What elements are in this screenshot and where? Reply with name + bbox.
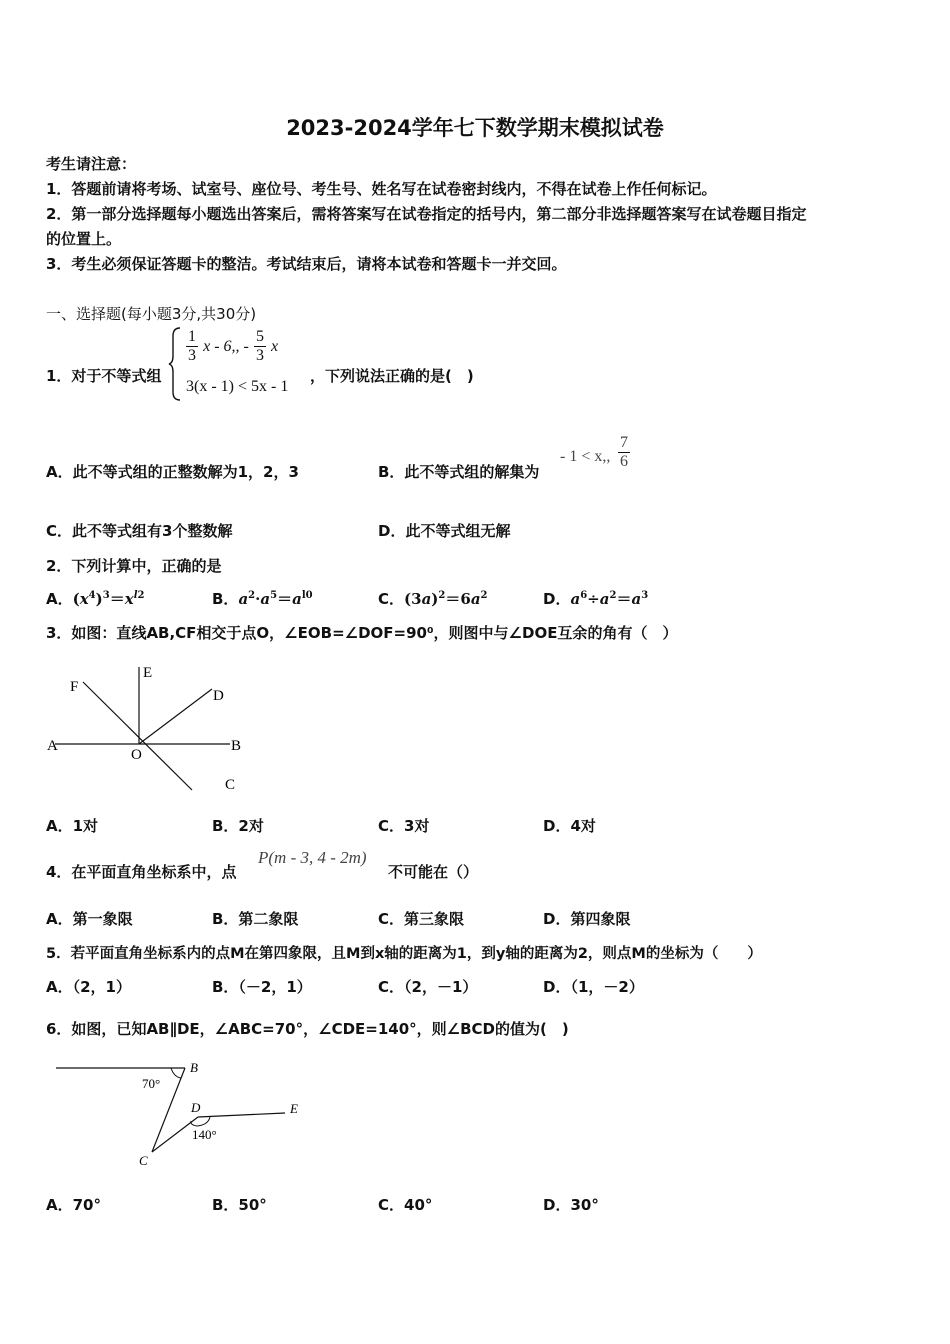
q2-option-b-expr: $a^2\cdot a^5=a^{l0}$	[238, 590, 313, 608]
q1-system-line1	[186, 328, 278, 365]
q1-optb-frac-num: 7	[620, 434, 628, 451]
q2-option-c-expr: $(3a)^2=6a^2$	[404, 590, 488, 608]
q1-option-c[interactable]: C．此不等式组有3个整数解	[46, 522, 233, 540]
q3-line-cf	[83, 682, 192, 790]
q5-option-d[interactable]: D．（1，－2）	[543, 978, 644, 996]
q5-stem: 5．若平面直角坐标系内的点M在第四象限，且M到x轴的距离为1，到y轴的距离为2，则点M的坐标为（ ）	[46, 946, 762, 962]
q4-suffix: 不可能在（）	[388, 863, 479, 881]
q3-stem: 3．如图：直线AB,CF相交于点O，∠EOB=∠DOF=90⁰，则图中与∠DOE互余的角有（ ）	[46, 624, 678, 642]
q6-arc-140	[191, 1117, 210, 1126]
q2-option-a-expr: $(x^4)^3=x^{l2}$	[72, 590, 145, 608]
q3-label-o: O	[131, 747, 142, 763]
q6-label-c: C	[139, 1153, 148, 1168]
q1-frac1-num: 1	[188, 328, 196, 345]
q4-option-a[interactable]: A．第一象限	[46, 910, 133, 928]
q3-figure	[40, 655, 270, 800]
q6-stem: 6．如图，已知AB∥DE，∠ABC=70°，∠CDE=140°，则∠BCD的值为( )	[46, 1020, 569, 1038]
q2-option-b[interactable]	[212, 588, 313, 609]
notice-heading: 考生请注意：	[46, 155, 137, 173]
q2-option-c[interactable]	[378, 588, 488, 609]
notice-item-2: 2．第一部分选择题每小题选出答案后，需将答案写在试卷指定的括号内，第二部分非选择题答案写在试卷题目指定	[46, 205, 807, 223]
q6-label-70: 70°	[142, 1076, 161, 1091]
q2-option-c-label: C．	[378, 590, 405, 608]
q3-option-d[interactable]: D．4对	[543, 817, 596, 835]
q6-option-b[interactable]: B．50°	[212, 1196, 267, 1214]
q6-figure	[50, 1055, 320, 1175]
q3-label-f: F	[70, 679, 79, 695]
q2-option-a-label: A．	[46, 590, 73, 608]
q1-option-b[interactable]: B．此不等式组的解集为	[378, 463, 540, 481]
q4-point: P(m - 3, 4 - 2m)	[258, 848, 367, 867]
q6-option-d[interactable]: D．30°	[543, 1196, 599, 1214]
q1-line1-end: x	[271, 338, 279, 355]
q3-label-b: B	[231, 738, 242, 754]
q3-label-d: D	[213, 688, 224, 704]
q5-option-b[interactable]: B．（－2，1）	[212, 978, 312, 996]
q2-option-d-expr: $a^6\div a^2=a^3$	[570, 590, 649, 608]
q2-option-d-label: D．	[543, 590, 571, 608]
q3-option-c[interactable]: C．3对	[378, 817, 430, 835]
q1-option-d[interactable]: D．此不等式组无解	[378, 522, 511, 540]
q3-label-a: A	[47, 738, 58, 754]
q6-option-a[interactable]: A．70°	[46, 1196, 101, 1214]
q3-option-a[interactable]: A．1对	[46, 817, 99, 835]
q1-option-a[interactable]: A．此不等式组的正整数解为1，2，3	[46, 463, 299, 481]
q2-stem: 2．下列计算中，正确的是	[46, 557, 222, 575]
q1-frac1-den: 3	[188, 347, 196, 364]
q3-option-b[interactable]: B．2对	[212, 817, 264, 835]
q2-option-d[interactable]	[543, 588, 648, 609]
q1-option-b-frac	[618, 434, 630, 471]
notice-item-2-cont: 的位置上。	[46, 230, 122, 248]
q1-line1-mid: x - 6,, -	[203, 338, 249, 355]
q6-label-e: E	[290, 1101, 298, 1116]
q6-label-140: 140°	[192, 1127, 217, 1142]
q6-arc-70	[171, 1068, 181, 1078]
q3-label-c: C	[225, 777, 236, 793]
q4-prefix: 4．在平面直角坐标系中，点	[46, 863, 237, 881]
q6-option-c[interactable]: C．40°	[378, 1196, 433, 1214]
q6-line-de	[198, 1113, 285, 1117]
q1-optb-frac-den: 6	[620, 453, 628, 470]
q4-option-b[interactable]: B．第二象限	[212, 910, 299, 928]
q1-brace	[168, 326, 184, 402]
section-heading: 一、选择题(每小题3分,共30分)	[46, 305, 257, 323]
q3-ray-od	[139, 689, 212, 744]
q1-frac2-num: 5	[255, 328, 264, 345]
q2-option-b-label: B．	[212, 590, 239, 608]
q1-suffix: ，下列说法正确的是( )	[310, 367, 474, 385]
q3-label-e: E	[143, 665, 153, 681]
exam-title: 2023-2024学年七下数学期末模拟试卷	[286, 116, 664, 140]
q4-option-c[interactable]: C．第三象限	[378, 910, 465, 928]
q6-label-d: D	[191, 1100, 201, 1115]
q5-option-a[interactable]: A．（2，1）	[46, 978, 131, 996]
notice-item-1: 1．答题前请将考场、试室号、座位号、考生号、姓名写在试卷密封线内，不得在试卷上作任何标记。	[46, 180, 717, 198]
q6-label-b: B	[190, 1060, 198, 1075]
q1-option-b-math: - 1 < x,,	[560, 448, 611, 465]
q5-option-c[interactable]: C．（2，－1）	[378, 978, 478, 996]
q1-prefix: 1．对于不等式组	[46, 367, 162, 385]
q1-system-line2: 3(x - 1) < 5x - 1	[186, 378, 289, 395]
q4-option-d[interactable]: D．第四象限	[543, 910, 631, 928]
notice-item-3: 3．考生必须保证答题卡的整洁。考试结束后，请将本试卷和答题卡一并交回。	[46, 255, 567, 273]
q2-option-a[interactable]	[46, 588, 144, 609]
q1-frac2-den: 3	[255, 347, 264, 364]
